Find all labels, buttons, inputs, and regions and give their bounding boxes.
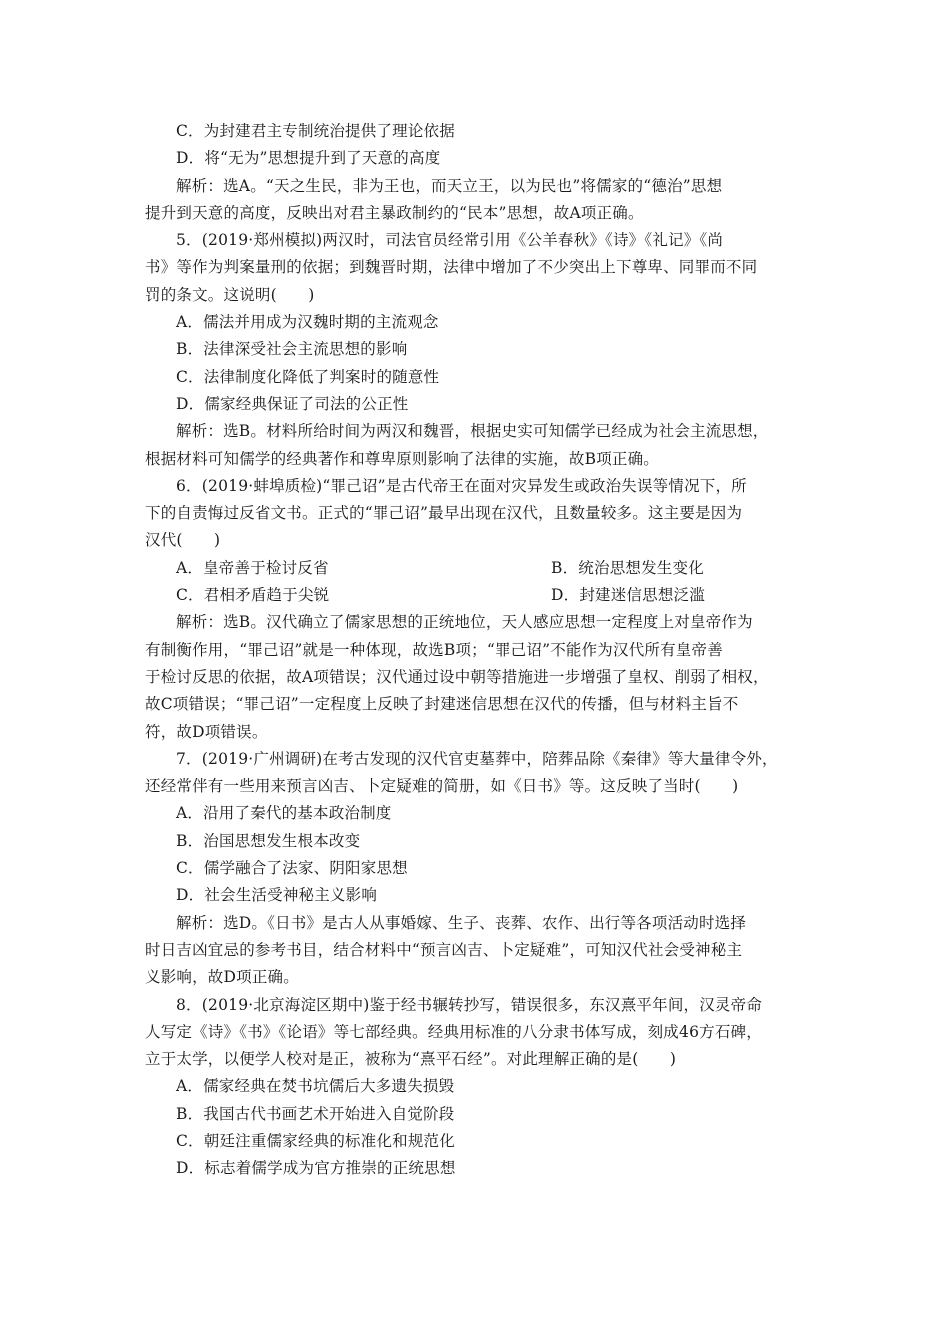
option-text: A．皇帝善于检讨反省 (176, 558, 329, 577)
text-line: 5．(2019·郑州模拟)两汉时，司法官员经常引用《公羊春秋》《诗》《礼记》《尚 (176, 231, 724, 250)
text-line: 解析：选B。材料所给时间为两汉和魏晋，根据史实可知儒学已经成为社会主流思想， (176, 422, 769, 441)
text-line: A．儒法并用成为汉魏时期的主流观念 (176, 313, 439, 332)
option-row (145, 555, 805, 582)
option-text: D．封建迷信思想泛滥 (551, 586, 705, 605)
text-line: 解析：选B。汉代确立了儒家思想的正统地位，天人感应思想一定程度上对皇帝作为 (176, 613, 753, 632)
text-line: 故C项错误；“罪己诏”一定程度上反映了封建迷信思想在汉代的传播，但与材料主旨不 (145, 695, 739, 714)
text-line: D．儒家经典保证了司法的公正性 (176, 394, 409, 413)
text-line: 汉代( ) (145, 531, 221, 550)
text-line: C．为封建君主专制统治提供了理论依据 (176, 122, 455, 140)
text-line: D．标志着儒学成为官方推崇的正统思想 (176, 1159, 456, 1178)
text-line: B．法律深受社会主流思想的影响 (176, 340, 408, 359)
text-line: A．沿用了秦代的基本政治制度 (176, 804, 392, 823)
text-line: A．儒家经典在焚书坑儒后大多遗失损毁 (176, 1077, 455, 1096)
text-line: C．儒学融合了法家、阴阳家思想 (176, 859, 408, 878)
text-line: C．朝廷注重儒家经典的标准化和规范化 (176, 1131, 455, 1150)
option-text: C．君相矛盾趋于尖锐 (176, 586, 330, 605)
text-line: 解析：选D。《日书》是古人从事婚嫁、生子、丧葬、农作、出行等各项活动时选择 (176, 913, 747, 932)
text-line: 下的自责悔过反省文书。正式的“罪己诏”最早出现在汉代，且数量较多。这主要是因为 (145, 504, 743, 523)
text-line: D．将“无为”思想提升到了天意的高度 (176, 149, 441, 168)
text-line: 7．(2019·广州调研)在考古发现的汉代官吏墓葬中，陪葬品除《秦律》等大量律令外， (176, 749, 778, 768)
text-line: 罚的条文。这说明( ) (145, 285, 315, 304)
text-line: 符，故D项错误。 (145, 722, 268, 741)
text-line: 6．(2019·蚌埠质检)“罪己诏”是古代帝王在面对灾异发生或政治失误等情况下，所 (176, 476, 747, 495)
text-line: B．我国古代书画艺术开始进入自觉阶段 (176, 1104, 455, 1123)
text-line: 8．(2019·北京海淀区期中)鉴于经书辗转抄写，错误很多，东汉熹平年间，汉灵帝命 (176, 995, 763, 1014)
text-line: 时日吉凶宜忌的参考书目，结合材料中“预言凶吉、卜定疑难”，可知汉代社会受神秘主 (145, 940, 743, 959)
text-line: 还经常伴有一些用来预言凶吉、卜定疑难的简册，如《日书》等。这反映了当时( ) (145, 777, 739, 796)
text-line: B．治国思想发生根本改变 (176, 831, 361, 850)
text-line: 立于太学，以便学人校对是正，被称为“熹平石经”。对此理解正确的是( ) (145, 1050, 677, 1069)
text-line: 书》等作为判案量刑的依据；到魏晋时期，法律中增加了不少突出上下尊卑、同罪而不同 (145, 258, 758, 277)
text-line: 义影响，故D项正确。 (145, 968, 299, 987)
text-line: 人写定《诗》《书》《论语》等七部经典。经典用标准的八分隶书体写成，刻成46方石碑， (145, 1022, 762, 1041)
text-line: 于检讨反思的依据，故A项错误；汉代通过设中朝等措施进一步增强了皇权、削弱了相权， (145, 667, 769, 686)
text-line: 根据材料可知儒学的经典著作和尊卑原则影响了法律的实施，故B项正确。 (145, 449, 659, 468)
text-line: C．法律制度化降低了判案时的随意性 (176, 367, 440, 386)
text-line: 解析：选A。“天之生民，非为王也，而天立王，以为民也”将儒家的“德治”思想 (176, 176, 723, 195)
text-line: D．社会生活受神秘主义影响 (176, 886, 378, 905)
option-row (145, 582, 805, 609)
text-line: 提升到天意的高度，反映出对君主暴政制约的“民本”思想，故A项正确。 (145, 203, 644, 222)
text-line: 有制衡作用，“罪己诏”就是一种体现，故选B项；“罪己诏”不能作为汉代所有皇帝善 (145, 640, 723, 659)
option-text: B．统治思想发生变化 (551, 558, 704, 577)
